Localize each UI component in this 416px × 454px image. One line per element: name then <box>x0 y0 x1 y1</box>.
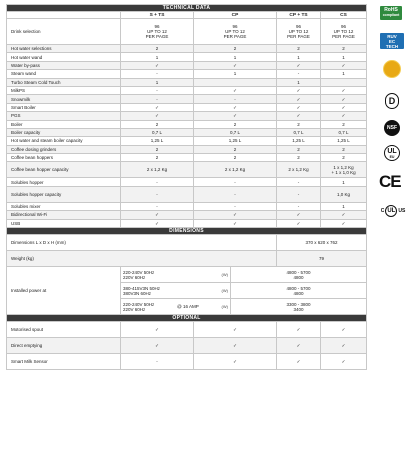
spec-value-cp: ✓ <box>194 112 277 120</box>
spec-value-cp: ✓ <box>194 86 277 94</box>
spec-value-cp: ✓ <box>194 338 277 354</box>
spec-value-cp-ts: ✓ <box>277 219 321 227</box>
spec-value-cs <box>321 78 367 86</box>
cell-line: 380-415V3N 50Hz <box>123 285 161 291</box>
spec-value-s-ts: ✓ <box>121 338 194 354</box>
power-voltage-lines <box>123 302 154 312</box>
spec-value-cs: 2 <box>321 145 367 153</box>
gold-medal-icon <box>383 60 401 78</box>
optional-rows <box>7 315 367 370</box>
cell-line: 220V 60Hz <box>123 274 146 280</box>
weight-label: Weight (kg) <box>7 251 277 267</box>
spec-value-cp: ✓ <box>194 103 277 111</box>
spec-value-cs <box>321 19 367 45</box>
ruv-ec-tech-logo <box>380 33 404 49</box>
spec-row-label: Coffee bean hoppers <box>7 154 121 162</box>
spec-value-cs: ✓ <box>321 211 367 219</box>
spec-value-cp: - <box>194 178 277 186</box>
spec-row-coffee-dosing-grinders <box>7 145 367 153</box>
spec-row-boiler-capacity <box>7 128 367 136</box>
cell-line: PER PAGE <box>287 34 310 39</box>
spec-row-label: Solubles hopper <box>7 178 121 186</box>
power-value <box>231 283 367 299</box>
spec-row-label: Hot water wand <box>7 53 121 61</box>
spec-row-boiler <box>7 120 367 128</box>
spec-value-cs: 2 <box>321 154 367 162</box>
spec-value-cp: 2 <box>194 45 277 53</box>
dimensions-value: 370 x 620 x 762 <box>277 235 367 251</box>
spec-value-cp: 2 x 1,2 Kg <box>194 162 277 178</box>
spec-row-label: Solubles hopper capacity <box>7 186 121 202</box>
spec-value-s-ts: ✓ <box>121 61 194 69</box>
cell-line: 220V 60Hz <box>123 306 146 312</box>
power-voltage <box>121 267 231 283</box>
cell-line: PER PAGE <box>145 34 169 39</box>
spec-value-cp-ts: ✓ <box>277 211 321 219</box>
cul-c-text: C <box>380 208 385 214</box>
spec-value-cp-ts: ✓ <box>277 61 321 69</box>
spec-row-bidirectional-wi-fi <box>7 211 367 219</box>
dimensions-rows <box>7 228 367 315</box>
spec-row-label: Smart Boiler <box>7 103 121 111</box>
spec-value-cp-ts: ✓ <box>277 112 321 120</box>
spec-value-s-ts: ✓ <box>121 211 194 219</box>
spec-row-dimensions <box>7 235 367 251</box>
spec-value-s-ts: - <box>121 354 194 370</box>
power-voltage-lines <box>123 286 160 296</box>
spec-row-coffee-bean-hopper-capacity <box>7 162 367 178</box>
cell-line: PER PAGE <box>223 34 247 39</box>
cell-line: 220-240V 50Hz <box>123 269 155 275</box>
spec-value-s-ts: ✓ <box>121 322 194 338</box>
spec-row-pgs <box>7 112 367 120</box>
spec-value-cs: ✓ <box>321 354 367 370</box>
spec-value-cs: ✓ <box>321 338 367 354</box>
spec-value-cs: 1 <box>321 178 367 186</box>
spec-value-cs: ✓ <box>321 322 367 338</box>
optional-heading-row <box>7 315 367 322</box>
spec-row-hot-water-wand <box>7 53 367 61</box>
weight-value: 79 <box>277 251 367 267</box>
model-header-cs: CS <box>321 12 367 19</box>
spec-value-cp: ✓ <box>194 354 277 370</box>
spec-row-label: Snowmilk <box>7 95 121 103</box>
spec-value-cp: 0,7 L <box>194 128 277 136</box>
spec-value-cp-ts: 2 <box>277 154 321 162</box>
spec-row-solubles-hopper <box>7 178 367 186</box>
spec-value-cp: - <box>194 95 277 103</box>
model-header-cp-ts: CP + TS <box>277 12 321 19</box>
spec-row-label: Water by-pass <box>7 61 121 69</box>
spec-value-s-ts: ✓ <box>121 219 194 227</box>
spec-value-cs: 1,25 L <box>321 137 367 145</box>
spec-value-s-ts: 1 <box>121 78 194 86</box>
power-voltage <box>121 299 231 315</box>
spec-value-cp-ts: - <box>277 70 321 78</box>
dimensions-label: Dimensions L x D x H (mm) <box>7 235 277 251</box>
rohs-logo-text: RoHS <box>384 7 398 13</box>
spec-value-cs: 1 <box>321 202 367 210</box>
spec-value-cs: ✓ <box>321 219 367 227</box>
power-value <box>231 299 367 315</box>
spec-value-s-ts: - <box>121 86 194 94</box>
cell-line: 4800 - 5700 <box>286 285 311 291</box>
spec-row-turbo-steam-cold-touch <box>7 78 367 86</box>
spec-value-s-ts: 0,7 L <box>121 128 194 136</box>
spec-value-cp-ts: 2 <box>277 120 321 128</box>
power-unit: (W) <box>221 304 228 310</box>
rohs-logo <box>380 6 402 20</box>
technical-data-heading: TECHNICAL DATA <box>7 5 367 12</box>
spec-value-cp: 2 <box>194 145 277 153</box>
spec-value-cp-ts: ✓ <box>277 103 321 111</box>
dimensions-heading: DIMENSIONS <box>7 228 367 235</box>
rohs-logo-subtext: compliant <box>382 13 400 17</box>
spec-value-s-ts: 2 <box>121 154 194 162</box>
power-voltage-lines <box>123 270 154 280</box>
ruv-logo-line3: TECH <box>385 43 399 49</box>
spec-row-label: Bidirectional Wi-Fi <box>7 211 121 219</box>
cell-line: UP TO 12 <box>288 29 309 34</box>
spec-row-label: Hot water and steam boiler capacity <box>7 137 121 145</box>
spec-value-cp-ts: 2 <box>277 145 321 153</box>
power-voltage-group <box>123 286 228 296</box>
spec-value-cp <box>194 19 277 45</box>
spec-row-steam-wand <box>7 70 367 78</box>
power-unit: (W) <box>221 272 228 278</box>
cell-line: UP TO 12 <box>225 29 245 34</box>
spec-row-label: Boiler capacity <box>7 128 121 136</box>
spec-row-smart-boiler <box>7 103 367 111</box>
spec-value-cp-ts: ✓ <box>277 86 321 94</box>
spec-value-cs: 2 <box>321 45 367 53</box>
spec-value-s-ts <box>121 19 194 45</box>
spec-value-s-ts: - <box>121 186 194 202</box>
spec-value-cp-ts: ✓ <box>277 95 321 103</box>
certification-logos <box>376 0 416 454</box>
spec-row-label: MilkPS <box>7 86 121 94</box>
spec-row-label: Boiler <box>7 120 121 128</box>
spec-row-solubles-mixer <box>7 202 367 210</box>
power-value <box>231 267 367 283</box>
spec-value-cp: ✓ <box>194 219 277 227</box>
spec-value-s-ts: - <box>121 95 194 103</box>
ul-eu-logo <box>384 145 400 161</box>
cell-line: 96 <box>232 24 238 29</box>
cell-line: 1 x 1,2 Kg <box>333 164 354 170</box>
cell-line: + 1 x 1,0 Kg <box>331 169 356 175</box>
spec-row-water-by-pass <box>7 61 367 69</box>
spec-value-cs: ✓ <box>321 86 367 94</box>
spec-value-cp: - <box>194 186 277 202</box>
spec-value-cp-ts: 1 <box>277 53 321 61</box>
cell-line: 3400 <box>293 306 304 312</box>
spec-row-direct-emptying <box>7 338 367 354</box>
spec-value-cs: 1 <box>321 70 367 78</box>
spec-value-cp-ts: 1,25 L <box>277 137 321 145</box>
spec-value-s-ts: 1 <box>121 53 194 61</box>
spec-value-s-ts: 1,25 L <box>121 137 194 145</box>
spec-row-label: Motorised spout <box>7 322 121 338</box>
spec-value-cp: 1 <box>194 70 277 78</box>
spec-value-cp: ✓ <box>194 211 277 219</box>
cell-line: 3300 - 3800 <box>286 301 311 307</box>
cell-line: UP TO 12 <box>333 29 354 34</box>
power-voltage-group <box>123 270 228 280</box>
spec-row-label: Hot water selections <box>7 45 121 53</box>
cell-line: 380V3N 60Hz <box>123 290 152 296</box>
spec-row-label: Solubles mixer <box>7 202 121 210</box>
spec-row-milkps <box>7 86 367 94</box>
cell-line: 4800 - 5700 <box>286 269 311 275</box>
technical-data-table <box>6 4 367 370</box>
cell-line: 96 <box>295 24 301 29</box>
spec-value-s-ts: 2 <box>121 45 194 53</box>
spec-value-cp-ts: 2 <box>277 45 321 53</box>
spec-row-label: Coffee dosing grinders <box>7 145 121 153</box>
spec-row-label: PGS <box>7 112 121 120</box>
spec-row-installed-power <box>7 267 367 283</box>
spec-row-solubles-hopper-capacity <box>7 186 367 202</box>
spec-value-cs: 1,0 Kg <box>321 186 367 202</box>
spec-row-label: Steam wand <box>7 70 121 78</box>
spec-value-cp: ✓ <box>194 322 277 338</box>
spec-value-cp-ts: ✓ <box>277 354 321 370</box>
spec-value-s-ts: - <box>121 70 194 78</box>
spec-row-drink-selection <box>7 19 367 45</box>
cell-line: UP TO 12 <box>147 29 167 34</box>
spec-value-cs: ✓ <box>321 112 367 120</box>
nsf-logo: NSF <box>384 120 400 136</box>
ce-mark-logo: CE <box>379 172 401 191</box>
spec-row-label: Coffee bean hopper capacity <box>7 162 121 178</box>
d-mark-logo: D <box>385 93 399 109</box>
spec-value-cs: ✓ <box>321 103 367 111</box>
spec-value-cs <box>321 162 367 178</box>
spec-value-s-ts: 2 <box>121 120 194 128</box>
spec-value-cp: ✓ <box>194 61 277 69</box>
c-ul-us-logo <box>380 204 406 218</box>
spec-value-s-ts: ✓ <box>121 103 194 111</box>
ruv-logo-line2: EC <box>388 38 396 44</box>
cell-line: 96 <box>341 24 347 29</box>
spec-value-cp-ts: ✓ <box>277 322 321 338</box>
spec-row-hot-water-and-steam-boiler-capacity <box>7 137 367 145</box>
spec-value-cp: 2 <box>194 154 277 162</box>
spec-value-s-ts: ✓ <box>121 112 194 120</box>
spec-row-label: Direct emptying <box>7 338 121 354</box>
model-header-s-ts: S + TS <box>121 12 194 19</box>
cell-line: 4800 <box>293 274 304 280</box>
spec-row-weight <box>7 251 367 267</box>
spec-value-cp-ts: ✓ <box>277 338 321 354</box>
spec-value-cp: - <box>194 202 277 210</box>
spec-value-cs: ✓ <box>321 61 367 69</box>
optional-heading: OPTIONAL <box>7 315 367 322</box>
spec-value-cp-ts: - <box>277 186 321 202</box>
spec-row-usb <box>7 219 367 227</box>
installed-power-label: Installed power at <box>7 267 121 315</box>
spec-value-s-ts: - <box>121 178 194 186</box>
spec-row-label: Drink selection <box>7 19 121 45</box>
spec-value-cp-ts: - <box>277 178 321 186</box>
technical-data-rows <box>7 19 367 228</box>
cell-line: 220-240V 50Hz <box>123 301 155 307</box>
spec-value-cp-ts <box>277 19 321 45</box>
cul-us-text: US <box>398 208 406 214</box>
spec-row-label: Smart Milk Sensor <box>7 354 121 370</box>
ul-logo-text: UL <box>387 147 397 155</box>
cell-line: 4800 <box>293 290 304 296</box>
spec-row-snowmilk <box>7 95 367 103</box>
spec-value-cp: 2 <box>194 120 277 128</box>
spec-row-hot-water-selections <box>7 45 367 53</box>
spec-row-coffee-bean-hoppers <box>7 154 367 162</box>
spec-value-cs: 1 <box>321 53 367 61</box>
power-unit: (W) <box>221 288 228 294</box>
spec-value-cs: ✓ <box>321 95 367 103</box>
cell-line: 96 <box>154 24 160 29</box>
power-note: @ 16 AMP <box>177 304 199 310</box>
spec-value-cp-ts: 0,7 L <box>277 128 321 136</box>
spec-row-label: USB <box>7 219 121 227</box>
ul-logo-subtext: EU <box>389 154 395 159</box>
spec-value-cp: 1 <box>194 53 277 61</box>
dimensions-heading-row <box>7 228 367 235</box>
ruv-logo-line1: RUV <box>387 33 397 39</box>
spec-value-cs: 2 <box>321 120 367 128</box>
spec-value-s-ts: 2 x 1,2 Kg <box>121 162 194 178</box>
power-voltage-group <box>123 302 228 312</box>
cul-ul-text: UL <box>385 205 397 217</box>
spec-value-cp <box>194 78 277 86</box>
model-header-cp: CP <box>194 12 277 19</box>
cell-line: PER PAGE <box>332 34 355 39</box>
spec-row-label: Turbo Steam Cold Touch <box>7 78 121 86</box>
header-blank <box>7 12 121 19</box>
power-voltage <box>121 283 231 299</box>
spec-value-s-ts: - <box>121 202 194 210</box>
spec-value-cp-ts: - <box>277 202 321 210</box>
spec-value-cs: 0,7 L <box>321 128 367 136</box>
spec-row-smart-milk-sensor <box>7 354 367 370</box>
spec-value-s-ts: 2 <box>121 145 194 153</box>
spec-value-cp-ts: 1 <box>277 78 321 86</box>
spec-value-cp: 1,25 L <box>194 137 277 145</box>
spec-row-motorised-spout <box>7 322 367 338</box>
spec-value-cp-ts: 2 x 1,2 Kg <box>277 162 321 178</box>
